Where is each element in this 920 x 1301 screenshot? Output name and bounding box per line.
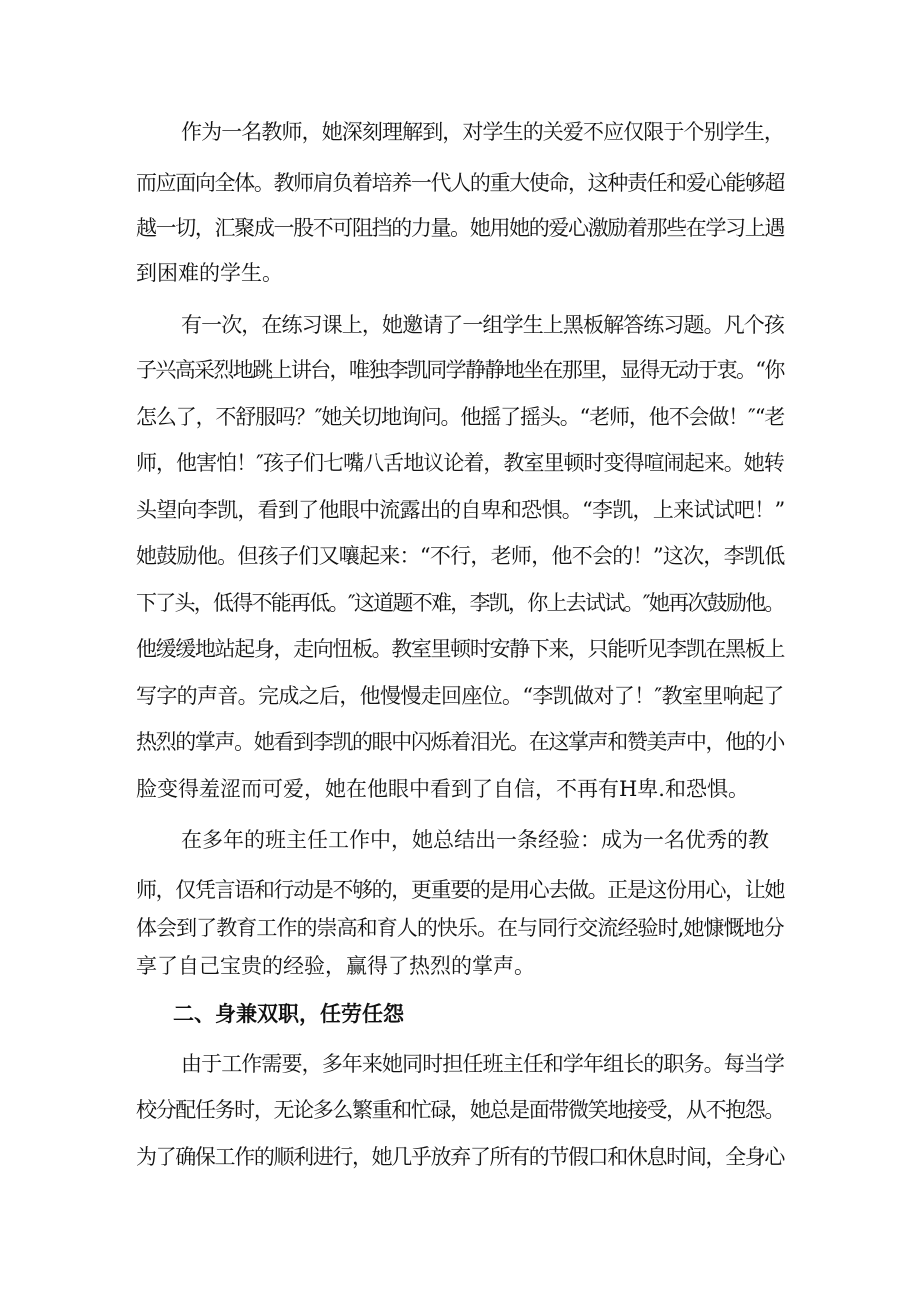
paragraph-line: 有一次，在练习课上，她邀请了一组学生上黑板解答练习题。凡个孩 <box>181 313 784 337</box>
paragraph-line: 在多年的班主任工作中，她总结出一条经验：成为一名优秀的教 <box>181 828 769 852</box>
paragraph-line: 越一切，汇聚成一股不可阻挡的力量。她用她的爱心激励着那些在学习上遇 <box>136 216 784 240</box>
paragraph-line: 为了确保工作的顺利进行，她几乎放弃了所有的节假口和休息时间，全身心 <box>136 1145 784 1169</box>
paragraph-line: 享了自己宝贵的经验，赢得了热烈的掌声。 <box>136 954 535 978</box>
paragraph-line: 体会到了教育工作的崇高和育人的快乐。在与同行交流经验时,她慷慨地分 <box>136 916 784 940</box>
paragraph-line: 她鼓励他。但孩子们又嚷起来：“不行，老师，他不会的！”这次，李凯低 <box>136 544 785 568</box>
section-heading: 二、身兼双职，任劳任怨 <box>173 1002 404 1026</box>
paragraph-line: 而应面向全体。教师肩负着培养一代人的重大使命，这种责任和爱心能够超 <box>136 171 784 195</box>
paragraph-line: 师，他害怕！″孩子们七嘴八舌地议论着，教室里顿时变得喧闹起来。她转 <box>136 451 784 475</box>
paragraph-line: 子兴高采烈地跳上讲台，唯独李凯同学静静地坐在那里，显得无动于衷。“你 <box>136 358 784 382</box>
paragraph-line: 他缓缓地站起身，走向忸板。教室里顿时安静下来，只能听见李凯在黑板上 <box>136 637 784 661</box>
paragraph-line: 怎么了，不舒服吗？″她关切地询问。他摇了摇头。“老师，他不会做！″“老 <box>136 405 785 429</box>
paragraph-line: 下了头，低得不能再低。″这道题不难，李凯，你上去试试。″她再次鼓励他。 <box>136 591 784 615</box>
paragraph-line: 到困难的学生。 <box>136 261 283 285</box>
paragraph-line: 写字的声音。完成之后，他慢慢走回座位。“李凯做对了！″教室里响起了 <box>136 684 784 708</box>
paragraph-line: 师，仅凭言语和行动是不够的，更重要的是用心去做。正是这份用心，让她 <box>136 878 784 902</box>
paragraph-line: 头望向李凯，看到了他眼中流露出的自卑和恐惧。“李凯，上来试试吧！” <box>136 498 785 522</box>
paragraph-line: 热烈的掌声。她看到李凯的眼中闪烁着泪光。在这掌声和赞美声中，他的小 <box>136 730 784 754</box>
paragraph-line: 脸变得羞涩而可爱，她在他眼中看到了自信，不再有H卑.和恐惧。 <box>136 777 749 801</box>
paragraph-line: 作为一名教师，她深刻理解到，对学生的关爱不应仅限于个别学生， <box>181 120 784 144</box>
paragraph-line: 由于工作需要，多年来她同时担任班主任和学年组长的职务。每当学 <box>181 1052 784 1076</box>
paragraph-line: 校分配任务时，无论多么繁重和忙碌，她总是面带微笑地接受，从不抱怨。 <box>136 1098 784 1122</box>
